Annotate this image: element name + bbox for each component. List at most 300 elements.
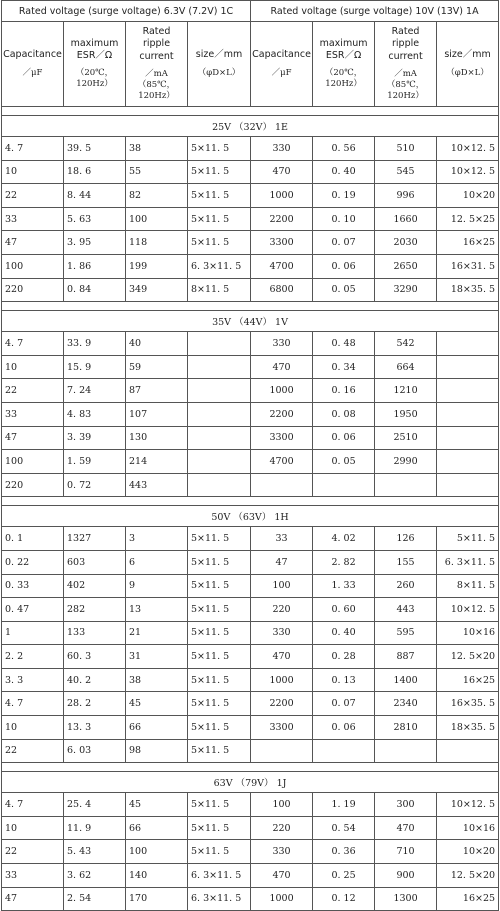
- cell-ripple-current: 140: [126, 864, 188, 888]
- column-header-label: ESR／Ω: [76, 49, 113, 61]
- cell-size: 5×11. 5: [188, 739, 251, 763]
- cell-size: 6. 3×11. 5: [188, 887, 251, 911]
- cell-capacitance: 3300: [251, 231, 313, 255]
- capacitor-spec-table: [1, 0, 499, 911]
- cell-ripple-current: 2810: [375, 716, 437, 740]
- cell-capacitance: 470: [251, 355, 313, 379]
- cell-size: 10×12. 5: [437, 793, 499, 817]
- cell-ripple-current: 1400: [375, 668, 437, 692]
- cell-max-esr: 3. 95: [64, 231, 126, 255]
- table-row: [2, 473, 499, 497]
- cell-size: 6. 3×11. 5: [437, 550, 499, 574]
- table-row: [2, 621, 499, 645]
- cell-capacitance: 100: [251, 793, 313, 817]
- cell-max-esr: 0. 40: [313, 160, 375, 184]
- cell-ripple-current: 443: [375, 598, 437, 622]
- table-row: [2, 254, 499, 278]
- cell-max-esr: 0. 05: [313, 450, 375, 474]
- cell-size: [188, 450, 251, 474]
- cell-max-esr: 7. 24: [64, 379, 126, 403]
- cell-max-esr: 3. 62: [64, 864, 126, 888]
- cell-size: [188, 379, 251, 403]
- table-row: [2, 598, 499, 622]
- cell-size: 5×11. 5: [188, 621, 251, 645]
- cell-capacitance: 4. 7: [2, 692, 64, 716]
- cell-size: 5×11. 5: [188, 793, 251, 817]
- column-header-label: size／mm: [195, 49, 243, 61]
- column-header-label: Rated: [142, 25, 171, 37]
- cell-ripple-current: 2990: [375, 450, 437, 474]
- cell-ripple-current: 2510: [375, 426, 437, 450]
- cell-ripple-current: 1210: [375, 379, 437, 403]
- table-row: [2, 137, 499, 161]
- voltage-section-heading-row: [2, 772, 499, 793]
- table-row: [2, 426, 499, 450]
- cell-capacitance: 1: [2, 621, 64, 645]
- column-header-unit: ／mA: [394, 68, 417, 79]
- cell-capacitance: 47: [2, 887, 64, 911]
- cell-size: [188, 426, 251, 450]
- cell-size: [437, 402, 499, 426]
- column-header-label: ripple: [392, 38, 420, 50]
- cell-ripple-current: 130: [126, 426, 188, 450]
- cell-size: [188, 473, 251, 497]
- cell-max-esr: 3. 39: [64, 426, 126, 450]
- cell-ripple-current: 199: [126, 254, 188, 278]
- voltage-group-row: [2, 1, 499, 22]
- cell-ripple-current: 98: [126, 739, 188, 763]
- cell-ripple-current: [375, 473, 437, 497]
- table-row: [2, 864, 499, 888]
- table-header: [2, 1, 499, 107]
- cell-size: 8×11. 5: [188, 278, 251, 302]
- cell-size: 12. 5×25: [437, 207, 499, 231]
- column-header-unit: （20℃，120Hz）: [324, 68, 363, 90]
- column-header-label: Capacitance: [252, 49, 311, 61]
- right-voltage-group-heading: Rated voltage (surge voltage) 10V (13V) 1A: [251, 1, 499, 22]
- cell-capacitance: 3. 3: [2, 668, 64, 692]
- cell-ripple-current: 2650: [375, 254, 437, 278]
- cell-ripple-current: 55: [126, 160, 188, 184]
- cell-max-esr: 1327: [64, 527, 126, 551]
- column-header-unit: （85℃，120Hz）: [386, 79, 425, 102]
- cell-capacitance: 22: [2, 184, 64, 208]
- cell-max-esr: 40. 2: [64, 668, 126, 692]
- cell-capacitance: 33: [2, 864, 64, 888]
- table-row: [2, 278, 499, 302]
- column-header-label: ESR／Ω: [325, 49, 362, 61]
- cell-max-esr: 33. 9: [64, 332, 126, 356]
- cell-max-esr: 0. 08: [313, 402, 375, 426]
- cell-size: [188, 355, 251, 379]
- column-header-label: size／mm: [444, 49, 491, 61]
- cell-max-esr: 15. 9: [64, 355, 126, 379]
- cell-capacitance: 0. 1: [2, 527, 64, 551]
- cell-ripple-current: 38: [126, 137, 188, 161]
- cell-ripple-current: 470: [375, 816, 437, 840]
- cell-capacitance: 2200: [251, 207, 313, 231]
- voltage-section-heading: 35V （44V） 1V: [2, 311, 499, 332]
- cell-ripple-current: 66: [126, 816, 188, 840]
- cell-max-esr: 60. 3: [64, 645, 126, 669]
- cell-size: 5×11. 5: [437, 527, 499, 551]
- voltage-section-heading-row: [2, 506, 499, 527]
- column-header-unit: ／mA: [145, 68, 168, 79]
- table-row: [2, 793, 499, 817]
- column-header-row: [2, 22, 499, 107]
- cell-capacitance: 100: [251, 574, 313, 598]
- cell-ripple-current: 21: [126, 621, 188, 645]
- cell-max-esr: 25. 4: [64, 793, 126, 817]
- cell-ripple-current: 545: [375, 160, 437, 184]
- table-row: [2, 231, 499, 255]
- cell-capacitance: 22: [2, 379, 64, 403]
- cell-size: 10×12. 5: [437, 598, 499, 622]
- column-header-label: current: [139, 50, 174, 62]
- cell-size: 5×11. 5: [188, 598, 251, 622]
- cell-capacitance: 3300: [251, 426, 313, 450]
- column-header-max-esr: [313, 22, 375, 107]
- cell-ripple-current: 214: [126, 450, 188, 474]
- cell-max-esr: 28. 2: [64, 692, 126, 716]
- column-header-unit: （φD×L）: [197, 67, 241, 78]
- cell-capacitance: [251, 739, 313, 763]
- table-row: [2, 450, 499, 474]
- cell-max-esr: 0. 40: [313, 621, 375, 645]
- column-header-label: Rated: [391, 25, 420, 37]
- cell-size: 10×20: [437, 840, 499, 864]
- cell-size: 5×11. 5: [188, 574, 251, 598]
- cell-size: 16×25: [437, 887, 499, 911]
- column-header-label: Capacitance: [3, 49, 62, 61]
- column-header-capacitance: [251, 22, 313, 107]
- cell-capacitance: 100: [2, 450, 64, 474]
- cell-capacitance: 4. 7: [2, 137, 64, 161]
- cell-max-esr: 0. 36: [313, 840, 375, 864]
- cell-ripple-current: 87: [126, 379, 188, 403]
- cell-size: 18×35. 5: [437, 278, 499, 302]
- cell-max-esr: 5. 63: [64, 207, 126, 231]
- column-header-ripple-current: [126, 22, 188, 107]
- cell-max-esr: 1. 86: [64, 254, 126, 278]
- cell-capacitance: 100: [2, 254, 64, 278]
- section-spacer: [2, 107, 499, 116]
- cell-max-esr: 0. 56: [313, 137, 375, 161]
- cell-ripple-current: 155: [375, 550, 437, 574]
- cell-capacitance: 220: [251, 598, 313, 622]
- column-header-label: maximum: [319, 37, 368, 49]
- table-row: [2, 816, 499, 840]
- cell-max-esr: 0. 25: [313, 864, 375, 888]
- cell-max-esr: 603: [64, 550, 126, 574]
- cell-max-esr: 0. 06: [313, 716, 375, 740]
- table-row: [2, 379, 499, 403]
- voltage-section-heading-row: [2, 311, 499, 332]
- cell-capacitance: 33: [251, 527, 313, 551]
- cell-max-esr: 0. 05: [313, 278, 375, 302]
- cell-capacitance: 220: [251, 816, 313, 840]
- column-header-unit: （85℃，120Hz）: [137, 79, 176, 102]
- cell-ripple-current: 260: [375, 574, 437, 598]
- cell-ripple-current: 542: [375, 332, 437, 356]
- cell-ripple-current: 118: [126, 231, 188, 255]
- column-header-unit: （φD×L）: [446, 67, 489, 78]
- column-header-unit: ／μF: [22, 67, 43, 78]
- cell-max-esr: 0. 16: [313, 379, 375, 403]
- column-header-unit: ／μF: [271, 67, 292, 78]
- cell-size: [188, 402, 251, 426]
- cell-capacitance: [251, 473, 313, 497]
- cell-max-esr: 39. 5: [64, 137, 126, 161]
- cell-max-esr: 0. 07: [313, 231, 375, 255]
- cell-capacitance: 33: [2, 402, 64, 426]
- cell-size: 5×11. 5: [188, 137, 251, 161]
- table-row: [2, 645, 499, 669]
- cell-size: 10×16: [437, 621, 499, 645]
- cell-ripple-current: 595: [375, 621, 437, 645]
- table-row: [2, 207, 499, 231]
- table-row: [2, 887, 499, 911]
- column-header-size: [437, 22, 499, 107]
- cell-max-esr: 8. 44: [64, 184, 126, 208]
- column-header-unit: （20℃，120Hz）: [75, 68, 114, 90]
- table-body: [2, 107, 499, 911]
- cell-capacitance: 33: [2, 207, 64, 231]
- cell-size: 6. 3×11. 5: [188, 864, 251, 888]
- table-row: [2, 527, 499, 551]
- cell-ripple-current: 31: [126, 645, 188, 669]
- cell-ripple-current: 82: [126, 184, 188, 208]
- cell-capacitance: 330: [251, 621, 313, 645]
- column-header-max-esr: [64, 22, 126, 107]
- cell-ripple-current: 887: [375, 645, 437, 669]
- cell-max-esr: 6. 03: [64, 739, 126, 763]
- cell-capacitance: 1000: [251, 379, 313, 403]
- cell-ripple-current: 45: [126, 793, 188, 817]
- cell-ripple-current: 45: [126, 692, 188, 716]
- cell-size: [437, 473, 499, 497]
- section-spacer: [2, 763, 499, 772]
- cell-ripple-current: 100: [126, 840, 188, 864]
- voltage-section-heading: 50V （63V） 1H: [2, 506, 499, 527]
- voltage-section-heading: 63V （79V） 1J: [2, 772, 499, 793]
- cell-size: 12. 5×20: [437, 645, 499, 669]
- cell-capacitance: 1000: [251, 668, 313, 692]
- cell-max-esr: 0. 72: [64, 473, 126, 497]
- table-row: [2, 550, 499, 574]
- cell-max-esr: 18. 6: [64, 160, 126, 184]
- cell-capacitance: 4700: [251, 450, 313, 474]
- column-header-label: maximum: [70, 37, 119, 49]
- table-row: [2, 402, 499, 426]
- cell-ripple-current: 2030: [375, 231, 437, 255]
- cell-ripple-current: 59: [126, 355, 188, 379]
- cell-max-esr: 1. 59: [64, 450, 126, 474]
- cell-max-esr: 0. 34: [313, 355, 375, 379]
- cell-ripple-current: 2340: [375, 692, 437, 716]
- cell-ripple-current: 510: [375, 137, 437, 161]
- cell-size: 5×11. 5: [188, 716, 251, 740]
- cell-size: [437, 739, 499, 763]
- cell-ripple-current: 664: [375, 355, 437, 379]
- table-row: [2, 716, 499, 740]
- cell-ripple-current: 13: [126, 598, 188, 622]
- cell-size: 5×11. 5: [188, 231, 251, 255]
- cell-ripple-current: 300: [375, 793, 437, 817]
- cell-max-esr: 0. 28: [313, 645, 375, 669]
- column-header-size: [188, 22, 251, 107]
- table-row: [2, 184, 499, 208]
- cell-ripple-current: 40: [126, 332, 188, 356]
- cell-size: 10×12. 5: [437, 160, 499, 184]
- cell-ripple-current: 1660: [375, 207, 437, 231]
- cell-size: 5×11. 5: [188, 692, 251, 716]
- cell-capacitance: 22: [2, 840, 64, 864]
- cell-ripple-current: 710: [375, 840, 437, 864]
- cell-capacitance: 2. 2: [2, 645, 64, 669]
- cell-capacitance: 10: [2, 160, 64, 184]
- voltage-section-heading-row: [2, 116, 499, 137]
- cell-ripple-current: 170: [126, 887, 188, 911]
- cell-max-esr: 0. 10: [313, 207, 375, 231]
- cell-size: [437, 379, 499, 403]
- cell-max-esr: 0. 54: [313, 816, 375, 840]
- cell-max-esr: 13. 3: [64, 716, 126, 740]
- table-row: [2, 574, 499, 598]
- table-row: [2, 355, 499, 379]
- cell-capacitance: 1000: [251, 887, 313, 911]
- cell-max-esr: 0. 12: [313, 887, 375, 911]
- cell-max-esr: 5. 43: [64, 840, 126, 864]
- section-spacer: [2, 302, 499, 311]
- cell-size: 10×12. 5: [437, 137, 499, 161]
- section-spacer: [2, 497, 499, 506]
- cell-max-esr: [313, 473, 375, 497]
- cell-size: 10×20: [437, 184, 499, 208]
- cell-max-esr: 0. 06: [313, 426, 375, 450]
- cell-size: 10×16: [437, 816, 499, 840]
- cell-capacitance: 4700: [251, 254, 313, 278]
- cell-capacitance: 0. 33: [2, 574, 64, 598]
- table-row: [2, 160, 499, 184]
- table-row: [2, 332, 499, 356]
- cell-size: 5×11. 5: [188, 184, 251, 208]
- cell-max-esr: 2. 82: [313, 550, 375, 574]
- cell-capacitance: 47: [2, 426, 64, 450]
- cell-size: 18×35. 5: [437, 716, 499, 740]
- column-header-capacitance: [2, 22, 64, 107]
- cell-ripple-current: 6: [126, 550, 188, 574]
- cell-size: 5×11. 5: [188, 160, 251, 184]
- cell-max-esr: 0. 19: [313, 184, 375, 208]
- cell-ripple-current: 100: [126, 207, 188, 231]
- cell-capacitance: 0. 22: [2, 550, 64, 574]
- cell-capacitance: 220: [2, 473, 64, 497]
- cell-max-esr: [313, 739, 375, 763]
- cell-max-esr: 1. 33: [313, 574, 375, 598]
- left-voltage-group-heading: Rated voltage (surge voltage) 6.3V (7.2V) 1C: [2, 1, 251, 22]
- cell-max-esr: 4. 83: [64, 402, 126, 426]
- cell-capacitance: 470: [251, 160, 313, 184]
- cell-max-esr: 402: [64, 574, 126, 598]
- cell-capacitance: 1000: [251, 184, 313, 208]
- cell-size: 12. 5×20: [437, 864, 499, 888]
- cell-size: 16×25: [437, 231, 499, 255]
- cell-ripple-current: 1950: [375, 402, 437, 426]
- cell-size: [437, 355, 499, 379]
- cell-size: 8×11. 5: [437, 574, 499, 598]
- cell-size: 5×11. 5: [188, 816, 251, 840]
- cell-max-esr: 11. 9: [64, 816, 126, 840]
- table-row: [2, 668, 499, 692]
- cell-capacitance: 330: [251, 137, 313, 161]
- cell-max-esr: 4. 02: [313, 527, 375, 551]
- cell-max-esr: 0. 06: [313, 254, 375, 278]
- cell-capacitance: 330: [251, 840, 313, 864]
- cell-capacitance: 3300: [251, 716, 313, 740]
- cell-capacitance: 10: [2, 355, 64, 379]
- cell-capacitance: 470: [251, 864, 313, 888]
- cell-capacitance: 330: [251, 332, 313, 356]
- cell-max-esr: 0. 60: [313, 598, 375, 622]
- cell-size: 16×35. 5: [437, 692, 499, 716]
- cell-size: [188, 332, 251, 356]
- column-header-label: ripple: [142, 38, 171, 50]
- cell-size: [437, 450, 499, 474]
- cell-capacitance: 47: [2, 231, 64, 255]
- cell-max-esr: 0. 84: [64, 278, 126, 302]
- cell-ripple-current: 900: [375, 864, 437, 888]
- column-header-label: current: [388, 50, 423, 62]
- cell-size: 16×25: [437, 668, 499, 692]
- cell-ripple-current: 3: [126, 527, 188, 551]
- cell-ripple-current: 443: [126, 473, 188, 497]
- table-row: [2, 840, 499, 864]
- cell-ripple-current: 126: [375, 527, 437, 551]
- cell-max-esr: 0. 48: [313, 332, 375, 356]
- cell-ripple-current: 66: [126, 716, 188, 740]
- cell-ripple-current: 38: [126, 668, 188, 692]
- cell-capacitance: 2200: [251, 692, 313, 716]
- cell-capacitance: 10: [2, 816, 64, 840]
- cell-capacitance: 2200: [251, 402, 313, 426]
- cell-capacitance: 4. 7: [2, 332, 64, 356]
- cell-capacitance: 6800: [251, 278, 313, 302]
- cell-size: 5×11. 5: [188, 207, 251, 231]
- cell-size: 5×11. 5: [188, 668, 251, 692]
- cell-capacitance: 0. 47: [2, 598, 64, 622]
- cell-size: 5×11. 5: [188, 645, 251, 669]
- cell-capacitance: 10: [2, 716, 64, 740]
- cell-size: [437, 332, 499, 356]
- cell-size: 5×11. 5: [188, 840, 251, 864]
- cell-ripple-current: 9: [126, 574, 188, 598]
- cell-size: 5×11. 5: [188, 550, 251, 574]
- cell-size: 5×11. 5: [188, 527, 251, 551]
- table-row: [2, 739, 499, 763]
- cell-max-esr: 282: [64, 598, 126, 622]
- cell-capacitance: 22: [2, 739, 64, 763]
- cell-max-esr: 133: [64, 621, 126, 645]
- cell-capacitance: 220: [2, 278, 64, 302]
- cell-ripple-current: 996: [375, 184, 437, 208]
- cell-max-esr: 1. 19: [313, 793, 375, 817]
- cell-ripple-current: 107: [126, 402, 188, 426]
- cell-size: [437, 426, 499, 450]
- cell-size: 16×31. 5: [437, 254, 499, 278]
- cell-max-esr: 2. 54: [64, 887, 126, 911]
- cell-ripple-current: [375, 739, 437, 763]
